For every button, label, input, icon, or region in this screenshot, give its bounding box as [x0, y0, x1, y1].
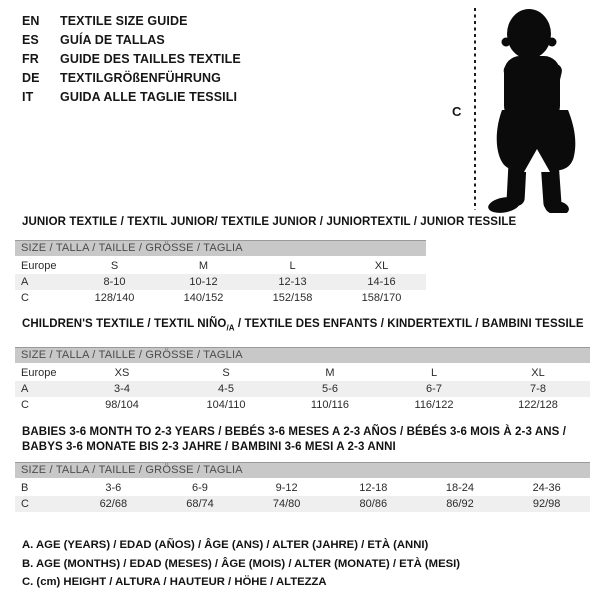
cell: 68/74 [157, 496, 244, 512]
cell: S [222, 367, 230, 379]
cell: 152/158 [272, 292, 313, 304]
row-label: C [21, 292, 29, 304]
row-label: Europe [21, 367, 57, 379]
cell: 122/128 [518, 399, 558, 411]
cell: XS [114, 367, 130, 379]
height-measure-dotted-line [474, 8, 476, 210]
cell: XL [531, 367, 545, 379]
language-row [22, 11, 241, 30]
cell: 5-6 [278, 381, 382, 397]
cell: 128/140 [94, 292, 135, 304]
cell: L [430, 367, 438, 379]
language-title: GUIDE DES TAILLES TEXTILE [60, 51, 241, 66]
children-size-table [15, 347, 590, 413]
footnote-b: B. AGE (MONTHS) / EDAD (MESES) / ÂGE (MOIS) / ALTER (MONATE) / ETÀ (MESI) [22, 557, 461, 570]
cell: 74/80 [243, 496, 330, 512]
cell: L [289, 260, 296, 272]
table-row [15, 381, 590, 397]
row-label: C [15, 496, 70, 512]
table-row [15, 397, 590, 413]
cell: 158/170 [361, 292, 402, 304]
babies-heading-line2: BABYS 3-6 MONATE BIS 2-3 JAHRE / BAMBINI 3-6 MESI A 2-3 ANNI [22, 441, 396, 453]
cell: XL [374, 260, 389, 272]
cell: 98/104 [105, 399, 139, 411]
babies-section-heading [22, 425, 566, 455]
language-code: ES [22, 32, 39, 47]
cell: 12-13 [248, 274, 337, 290]
cell: 8-10 [70, 274, 159, 290]
table-row [15, 274, 426, 290]
cell: 116/122 [414, 399, 454, 411]
language-code: FR [22, 51, 39, 66]
children-heading-text: CHILDREN'S TEXTILE / TEXTIL NIÑO [22, 318, 227, 330]
language-title-list [22, 11, 241, 106]
language-row [22, 68, 241, 87]
children-heading-subscript: /A [226, 323, 235, 333]
cell: 62/68 [70, 496, 157, 512]
cell: 3-6 [105, 482, 122, 494]
table-row [15, 258, 426, 274]
junior-section-heading: JUNIOR TEXTILE / TEXTIL JUNIOR/ TEXTILE JUNIOR / JUNIORTEXTIL / JUNIOR TESSILE [22, 216, 517, 228]
cell: M [325, 367, 335, 379]
row-label: Europe [21, 260, 57, 272]
language-title: GUÍA DE TALLAS [60, 32, 165, 47]
junior-size-table [15, 240, 426, 306]
row-label: B [21, 482, 29, 494]
cell: 86/92 [417, 496, 504, 512]
cell: 6-7 [382, 381, 486, 397]
table-row [15, 496, 590, 512]
cell: 14-16 [337, 274, 426, 290]
language-title: TEXTILE SIZE GUIDE [60, 13, 188, 28]
height-measure-label: C [452, 104, 462, 119]
cell: 140/152 [183, 292, 224, 304]
row-label: A [15, 274, 70, 290]
babies-heading-line1: BABIES 3-6 MONTH TO 2-3 YEARS / BEBÉS 3-6 MESES A 2-3 AÑOS / BÉBÉS 3-6 MOIS À 2-3 ANS / [22, 426, 566, 438]
cell: 7-8 [486, 381, 590, 397]
cell: 92/98 [503, 496, 590, 512]
footnote-c: C. (cm) HEIGHT / ALTURA / HAUTEUR / HÖHE / ALTEZZA [22, 576, 327, 588]
children-heading-text: / TEXTILE DES ENFANTS / KINDERTEXTIL / BAMBINI TESSILE [234, 318, 584, 330]
cell: 104/110 [206, 399, 246, 411]
table-row [15, 365, 590, 381]
language-row [22, 49, 241, 68]
size-header-bar: SIZE / TALLA / TAILLE / GRÖSSE / TAGLIA [15, 240, 426, 258]
cell: 18-24 [445, 482, 475, 494]
babies-size-table [15, 462, 590, 512]
cell: 9-12 [275, 482, 298, 494]
row-label: C [21, 399, 29, 411]
cell: 3-4 [70, 381, 174, 397]
language-row [22, 87, 241, 106]
table-row [15, 290, 426, 306]
language-title: GUIDA ALLE TAGLIE TESSILI [60, 89, 238, 104]
table-row [15, 480, 590, 496]
cell: 10-12 [159, 274, 248, 290]
cell: 110/116 [310, 399, 350, 411]
size-header-bar: SIZE / TALLA / TAILLE / GRÖSSE / TAGLIA [15, 462, 590, 480]
legend-footnotes [22, 536, 460, 592]
cell: 6-9 [192, 482, 208, 494]
cell: S [110, 260, 119, 272]
size-header-bar: SIZE / TALLA / TAILLE / GRÖSSE / TAGLIA [15, 347, 590, 365]
cell: 4-5 [174, 381, 278, 397]
language-code: DE [22, 70, 40, 85]
row-label: A [15, 381, 70, 397]
language-title: TEXTILGRÖßENFÜHRUNG [60, 70, 221, 85]
language-row [22, 30, 241, 49]
cell: 24-36 [532, 482, 561, 494]
language-code: EN [22, 13, 40, 28]
children-section-heading [22, 317, 584, 335]
language-code: IT [22, 89, 34, 104]
cell: 12-18 [359, 482, 388, 494]
cell: M [198, 260, 209, 272]
baby-silhouette-icon [482, 6, 597, 213]
footnote-a: A. AGE (YEARS) / EDAD (AÑOS) / ÂGE (ANS) / ALTER (JAHRE) / ETÀ (ANNI) [22, 539, 429, 551]
cell: 80/86 [330, 496, 417, 512]
